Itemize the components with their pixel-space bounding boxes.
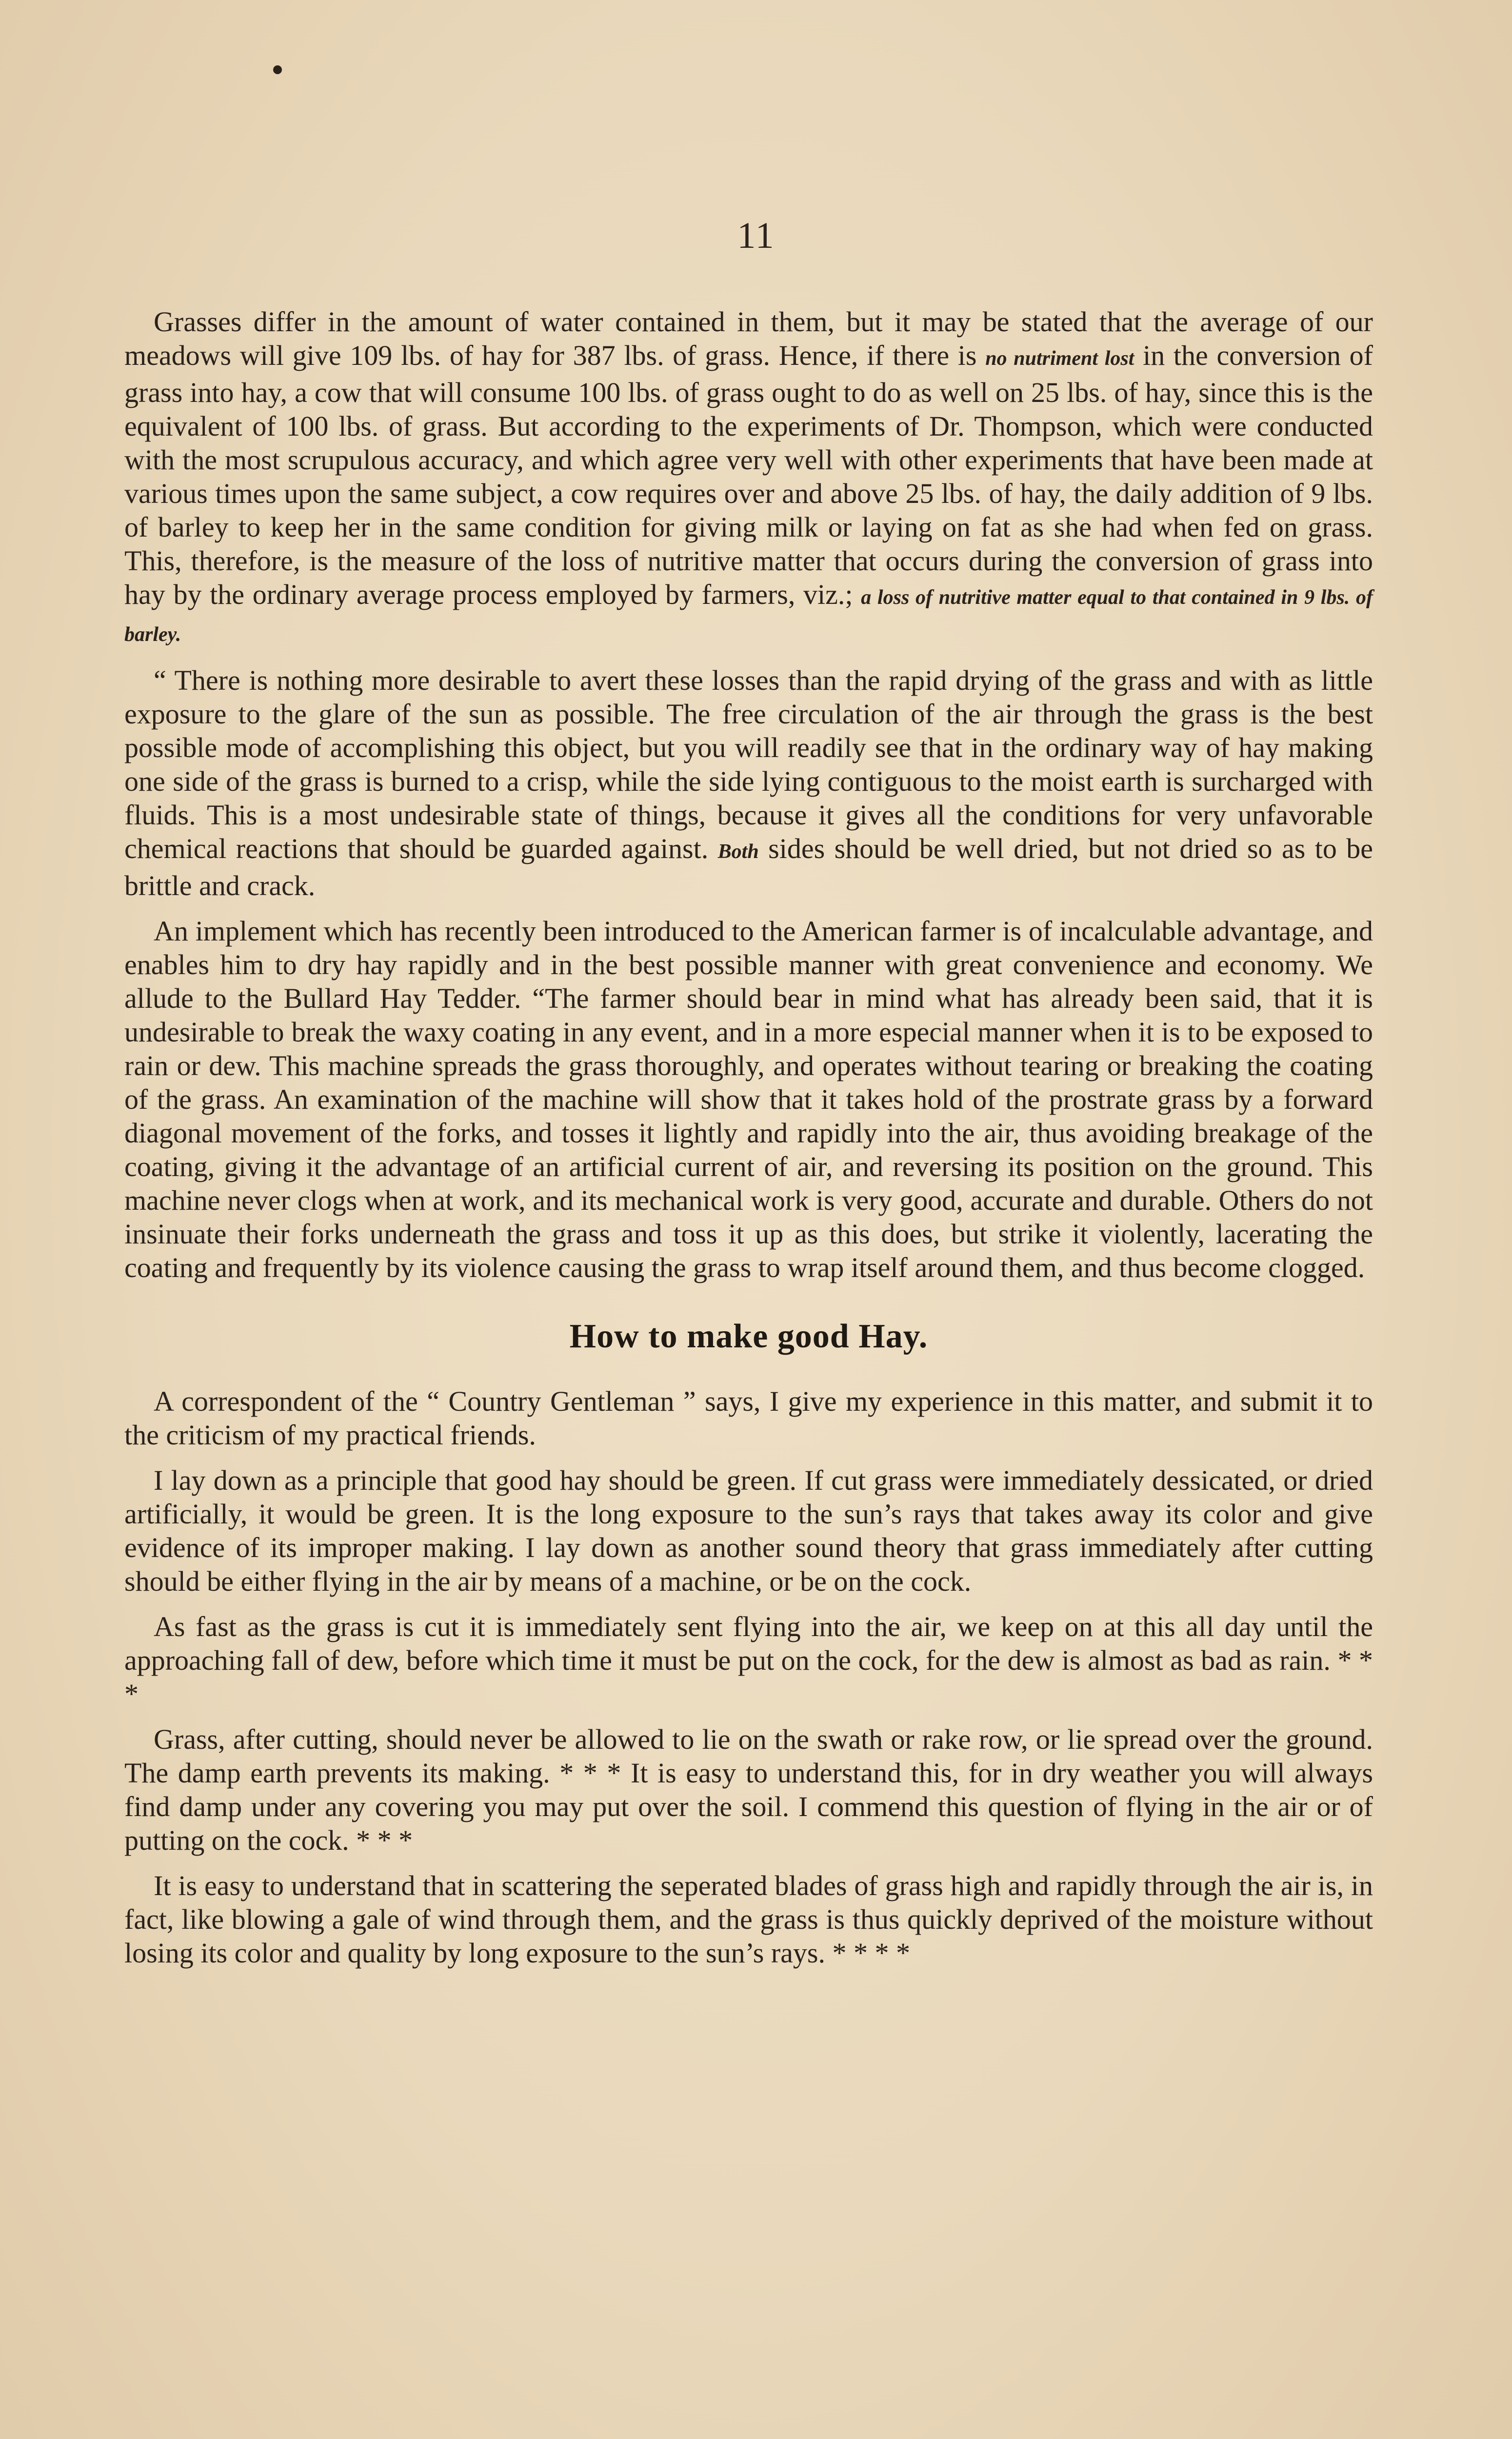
page-body (124, 305, 1373, 1981)
paragraph-scattering: It is easy to understand that in scattering the seperated blades of grass high and rapidly through the air is, in fact, like blowing a gale of wind through them, and the grass is thus quickly deprived of the moisture without losing its color and quality by long exposure to the sun’s rays. * * * * (124, 1870, 1373, 1969)
paragraph-text: “ There is nothing more desirable to avert these losses than the rapid drying of the grass and with as little exposure to the glare of the sun as possible. The free circulation of the air through the grass is the best possible mode of accomplishing this object, but you will readily see that in the ordinary way of hay making one side of the grass is burned to a crisp, while the side lying contiguous to the moist earth is surcharged with fluids. This is a most undesirable state of things, because it gives all the conditions for very unfavorable chemical reactions that should be guarded against. (124, 664, 1373, 864)
italic-phrase: Both (717, 840, 759, 863)
paragraph-text: sides should be well dried, but not dried so as to be brittle and crack. (124, 833, 1373, 901)
page-number: 11 (737, 215, 775, 256)
paragraph-text: in the conversion of grass into hay, a cow that will consume 100 lbs. of grass ought to do as well on 25 lbs. of hay, since this is the equivalent of 100 lbs. of grass. But according to the experiments of Dr. Thompson, which were conducted with the most scrupulous accuracy, and which agree very well with other experiments that have been made at various times upon the same subject, a cow requires over and above 25 lbs. of hay, the daily addition of 9 lbs. of barley to keep her in the same condition for giving milk or laying on fat as she had when fed on grass. This, therefore, is the measure of the loss of nutritive matter that occurs during the conversion of grass into hay by the ordinary average process employed by farmers, viz.; (124, 340, 1373, 610)
paragraph-green-hay: I lay down as a principle that good hay should be green. If cut grass were immediately dessicated, or dried artificially, it would be green. It is the long exposure to the sun’s rays that takes away its color and give evidence of its improper making. I lay down as another sound theory that grass immediately after cutting should be either flying in the air by means of a machine, or be on the cock. (124, 1464, 1373, 1597)
italic-phrase: a loss of nutritive matter equal to that contained in 9 lbs. of barley. (124, 586, 1373, 646)
paragraph-correspondent: A correspondent of the “ Country Gentleman ” says, I give my experience in this matter, and submit it to the criticism of my practical friends. (124, 1385, 1373, 1451)
paragraph-hay-tedder: An implement which has recently been introduced to the American farmer is of incalculable advantage, and enables him to dry hay rapidly and in the best possible manner with great convenience and economy. We allude to the Bullard Hay Tedder. “The farmer should bear in mind what has already been said, that it is undesirable to break the waxy coating in any event, and in a more especial manner when it is to be exposed to rain or dew. This machine spreads the grass thoroughly, and operates without tearing or breaking the coating of the grass. An examination of the machine will show that it takes hold of the prostrate grass by a forward diagonal movement of the forks, and tosses it lightly and rapidly into the air, thus avoiding breakage of the coating, giving it the advantage of an artificial current of air, and reversing its position on the ground. This machine never clogs when at work, and its mechanical work is very good, accurate and durable. Others do not insinuate their forks underneath the grass and toss it up as this does, but strike it violently, lacerating the coating and frequently by its violence causing the grass to wrap itself around them, and thus become clogged. (124, 915, 1373, 1283)
paragraph-grasses (124, 305, 1373, 652)
paragraph-drying (124, 663, 1373, 902)
paragraph-flying-grass: As fast as the grass is cut it is immediately sent flying into the air, we keep on at this all day until the approaching fall of dew, before which time it must be put on the cock, for the dew is almost as bad as rain. * * * (124, 1611, 1373, 1710)
section-title: How to make good Hay. (569, 1318, 928, 1355)
paragraph-text: Grasses differ in the amount of water contained in them, but it may be stated that the average of our meadows will give 109 lbs. of hay for 387 lbs. of grass. Hence, if there is (124, 306, 1373, 371)
ink-speck (273, 65, 282, 74)
paragraph-swath: Grass, after cutting, should never be allowed to lie on the swath or rake row, or lie spread over the ground. The damp earth prevents its making. * * * It is easy to understand this, for in dry weather you will always find damp under any covering you may put over the soil. I commend this question of flying in the air or of putting on the cock. * * * (124, 1723, 1373, 1856)
italic-phrase: no nutriment lost (985, 347, 1134, 370)
